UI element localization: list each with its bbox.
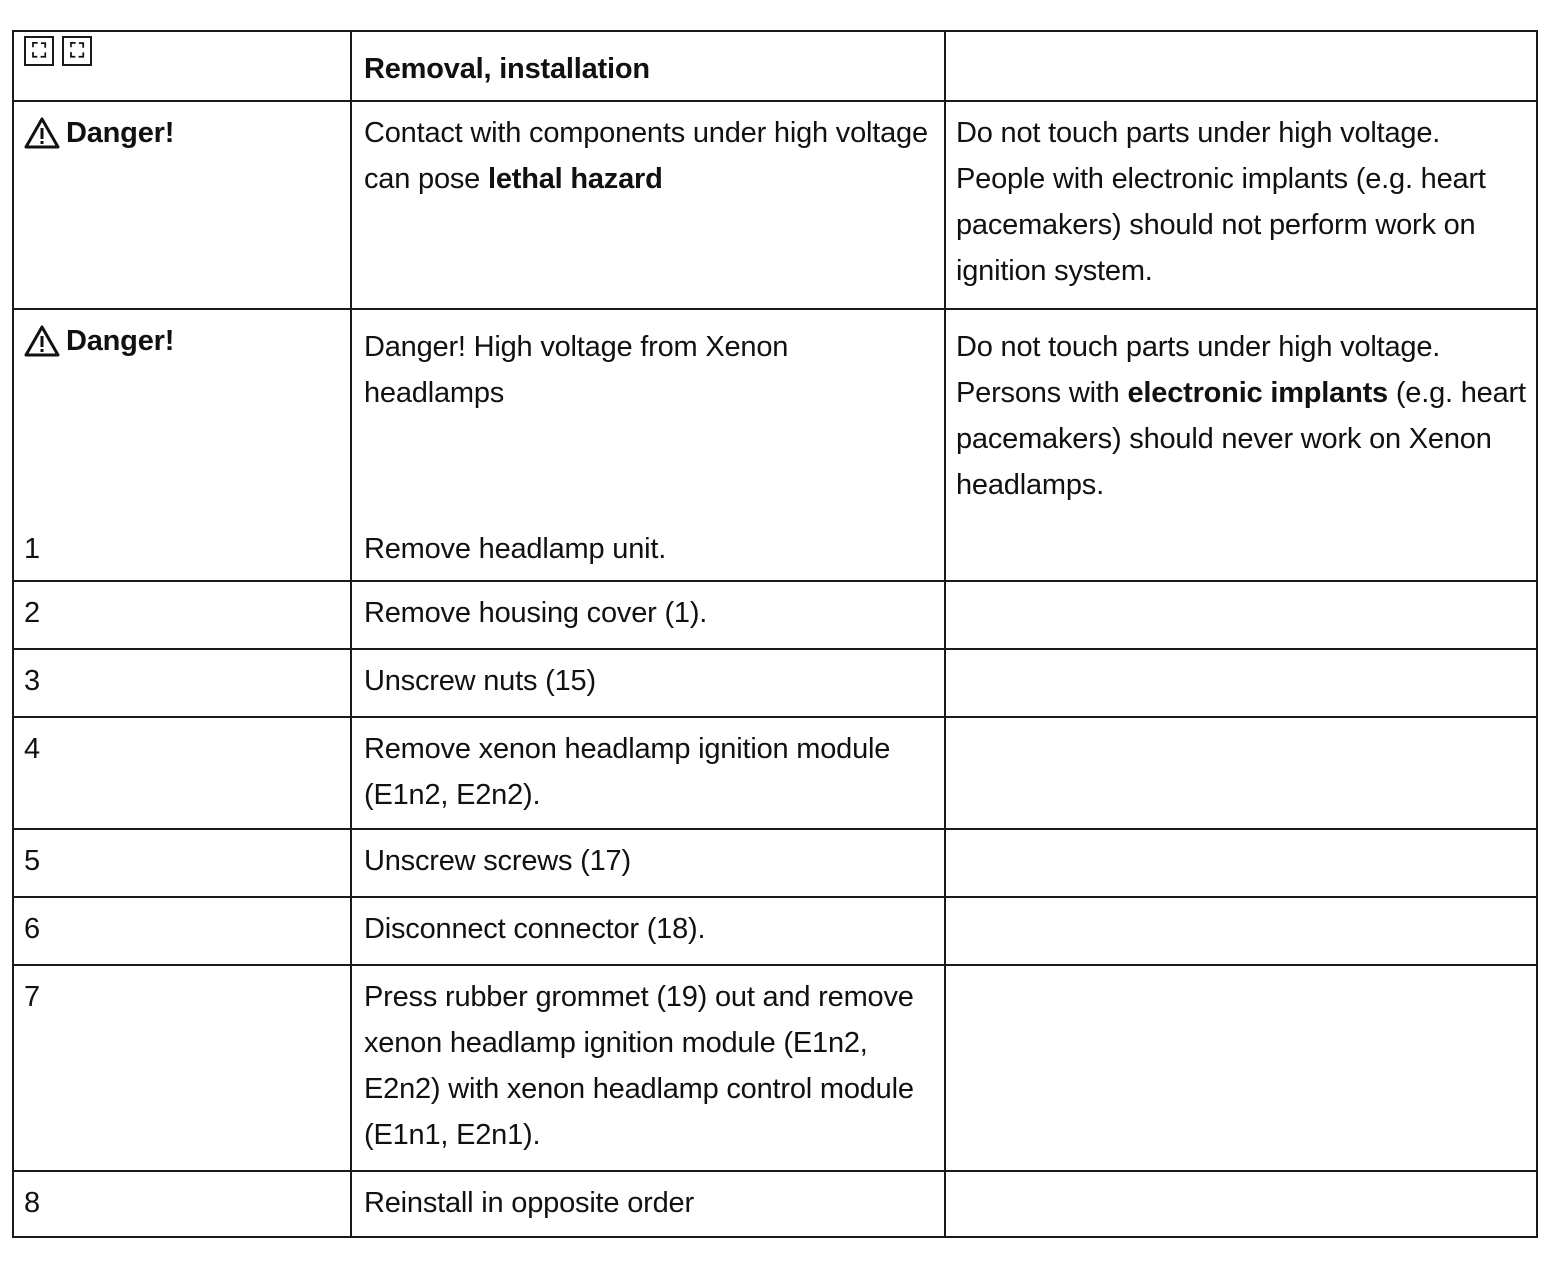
step-text: Unscrew screws (17) bbox=[364, 845, 631, 877]
empty-cell bbox=[945, 31, 1537, 101]
table-header-row bbox=[13, 31, 1537, 101]
step-text-cell bbox=[351, 829, 945, 897]
step-row bbox=[13, 965, 1537, 1171]
danger-label: Danger! bbox=[66, 325, 175, 357]
step-row bbox=[13, 897, 1537, 965]
instruction-text: People with electronic implants (e.g. heart pacemakers) should not perform work on ignition system. bbox=[956, 163, 1486, 287]
step-text-cell bbox=[351, 965, 945, 1171]
step-text-cell bbox=[351, 897, 945, 965]
step-row bbox=[13, 829, 1537, 897]
danger-label-cell bbox=[13, 309, 351, 581]
hazard-text: Contact with components under high voltage can pose bbox=[364, 117, 928, 195]
step-number: 1 bbox=[24, 533, 40, 565]
step-row bbox=[13, 1171, 1537, 1237]
section-title: Removal, installation bbox=[364, 53, 650, 85]
instruction-text: Do not touch parts under high voltage. bbox=[956, 331, 1441, 363]
empty-cell bbox=[945, 717, 1537, 829]
step-number-cell bbox=[13, 717, 351, 829]
section-title-cell bbox=[351, 31, 945, 101]
instruction-text: Do not touch parts under high voltage. bbox=[956, 117, 1441, 149]
hazard-text-cell bbox=[351, 101, 945, 309]
step-number: 5 bbox=[24, 845, 40, 877]
step-number-cell bbox=[13, 829, 351, 897]
step-number-cell bbox=[13, 581, 351, 649]
step-text: Remove headlamp unit. bbox=[364, 533, 667, 565]
step-text-cell bbox=[351, 649, 945, 717]
step-number: 8 bbox=[24, 1187, 40, 1219]
danger-label-cell bbox=[13, 101, 351, 309]
instruction-emphasis: electronic implants bbox=[1127, 377, 1388, 409]
step-number: 4 bbox=[24, 733, 40, 765]
step-text: Press rubber grommet (19) out and remove xenon headlamp ignition module (E1n2, E2n2) with xenon headlamp control module (E1n1, E2n1). bbox=[364, 981, 914, 1151]
step-row bbox=[13, 581, 1537, 649]
hazard-text: Danger! High voltage from Xenon headlamps bbox=[364, 331, 789, 409]
warning-triangle-icon bbox=[24, 325, 60, 357]
step-text: Unscrew nuts (15) bbox=[364, 665, 596, 697]
empty-cell bbox=[945, 829, 1537, 897]
procedure-table bbox=[12, 30, 1538, 1238]
danger-label: Danger! bbox=[66, 117, 175, 149]
step-text: Remove xenon headlamp ignition module (E1n2, E2n2). bbox=[364, 733, 891, 811]
empty-cell bbox=[945, 1171, 1537, 1237]
tool-icon: ⛶ bbox=[62, 36, 92, 66]
step-text: Remove housing cover (1). bbox=[364, 597, 708, 629]
step-number: 7 bbox=[24, 981, 40, 1013]
step-number: 2 bbox=[24, 597, 40, 629]
step-text-cell bbox=[351, 717, 945, 829]
tool-icons-cell bbox=[13, 31, 351, 101]
step-text: Reinstall in opposite order bbox=[364, 1187, 694, 1219]
step-number-cell bbox=[13, 1171, 351, 1237]
empty-cell bbox=[945, 965, 1537, 1171]
warning-triangle-icon bbox=[24, 117, 60, 149]
empty-cell bbox=[945, 649, 1537, 717]
empty-cell bbox=[945, 897, 1537, 965]
instruction-text: Persons with bbox=[956, 377, 1128, 409]
step-number-cell bbox=[13, 649, 351, 717]
procedure-sheet bbox=[12, 30, 1536, 1222]
step-number-cell bbox=[13, 965, 351, 1171]
danger-row bbox=[13, 309, 1537, 581]
step-text-cell bbox=[351, 581, 945, 649]
step-text: Disconnect connector (18). bbox=[364, 913, 706, 945]
step-row bbox=[13, 717, 1537, 829]
hazard-text-cell bbox=[351, 309, 945, 581]
hazard-emphasis: lethal hazard bbox=[487, 163, 663, 195]
instruction-cell bbox=[945, 309, 1537, 581]
step-number-cell bbox=[13, 897, 351, 965]
instruction-cell bbox=[945, 101, 1537, 309]
tool-icon: ⛶ bbox=[24, 36, 54, 66]
empty-cell bbox=[945, 581, 1537, 649]
step-number: 3 bbox=[24, 665, 40, 697]
step-number: 6 bbox=[24, 913, 40, 945]
instruction-text: (e.g. heart pacemakers) should never work on Xenon headlamps. bbox=[956, 377, 1526, 501]
step-row bbox=[13, 649, 1537, 717]
step-text-cell bbox=[351, 1171, 945, 1237]
danger-row bbox=[13, 101, 1537, 309]
